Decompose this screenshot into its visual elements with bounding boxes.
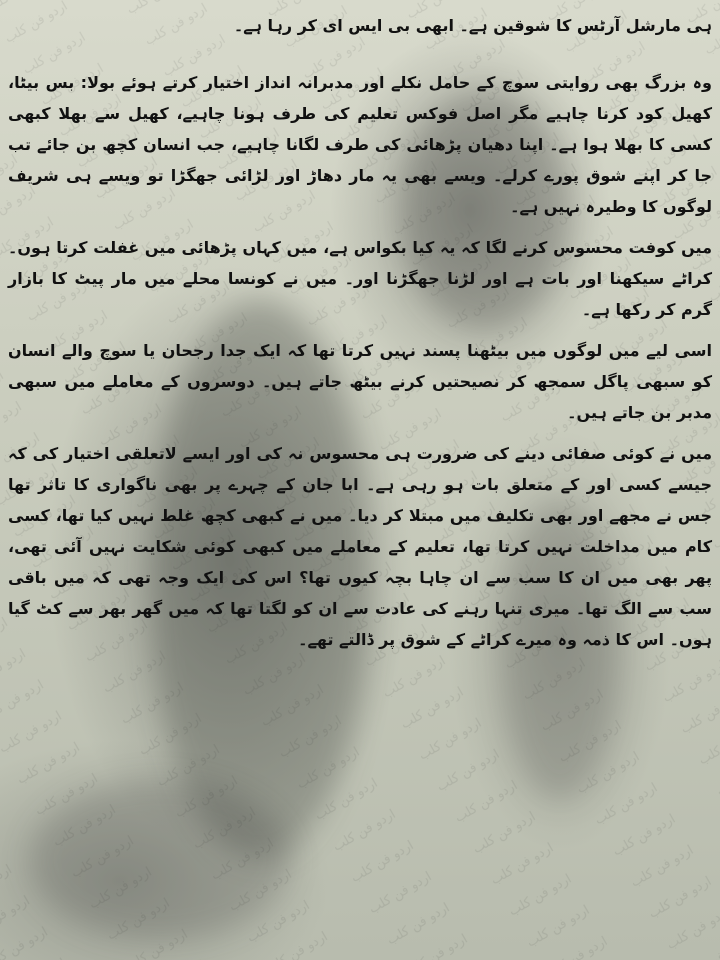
- paragraph: اسی لیے میں لوگوں میں بیٹھنا پسند نہیں کرتا تھا کہ ایک جدا رجحان یا سوچ والے انسان کو سبھی پاگل سمجھ کر نصیحتیں کرنے بیٹھ جاتے ہیں۔ دوسروں کے معاملے میں سبھی مدبر بن جاتے ہیں۔: [8, 341, 712, 422]
- background-figure-shadow: [30, 780, 290, 940]
- paragraph: میں نے کوئی صفائی دینے کی ضرورت ہی محسوس نہ کی اور ایسے لاتعلقی اختیار کی کہ جیسے کسی اور کے متعلق بات ہو رہی ہے۔ ابا جان کے چہرے پر بھی ناگواری کا تاثر تھا جس نے مجھے اور بھی تکلیف میں مبتلا کر دیا۔ میں نے کبھی کچھ غلط نہیں کیا تھا، کسی کام میں مداخلت نہیں کرتا تھا، تعلیم کے معاملے میں کبھی کوئی شکایت نہیں آئی تھی، پھر بھی میں ان کا سب سے ان چاہا بچہ کیوں تھا؟ اس کی ایک وجہ تھی کہ میں باقی سب سے الگ تھا۔ میری تنہا رہنے کی عادت سے ان کو لگتا تھا کہ میں گھر بھر سے کٹ گیا ہوں۔ اس کا ذمہ وہ میرے کراٹے کے شوق پر ڈالتے تھے۔: [8, 444, 712, 649]
- story-text: [8, 0, 712, 655]
- paragraph: وہ بزرگ بھی روایتی سوچ کے حامل نکلے اور مدبرانہ انداز اختیار کرتے ہوئے بولا: بس بیٹا، کھیل کود کرنا چاہیے مگر اصل فوکس تعلیم کی طرف ہونا چاہیے، کھیل سے بھلا کبھی کسی کا بھلا ہوا ہے۔ اپنا دھیان پڑھائی کی طرف لگانا چاہیے، جب انسان کچھ بن جائے تب جا کر اپنے شوق پورے کرلے۔ ویسے بھی یہ مار دھاڑ اور لڑائی جھگڑا تو ویسے ہی شریف لوگوں کا وطیرہ نہیں ہے۔: [8, 73, 712, 216]
- paragraph: میں کوفت محسوس کرنے لگا کہ یہ کیا بکواس ہے، میں کہاں پڑھائی میں غفلت کرتا ہوں۔ کراٹے سیکھنا اور بات ہے اور لڑنا جھگڑنا اور۔ میں نے کونسا محلے میں مار پیٹ کا بازار گرم کر رکھا ہے۔: [8, 238, 713, 319]
- paragraph: ہی مارشل آرٹس کا شوقین ہے۔ ابھی بی ایس ای کر رہا ہے۔: [233, 16, 712, 35]
